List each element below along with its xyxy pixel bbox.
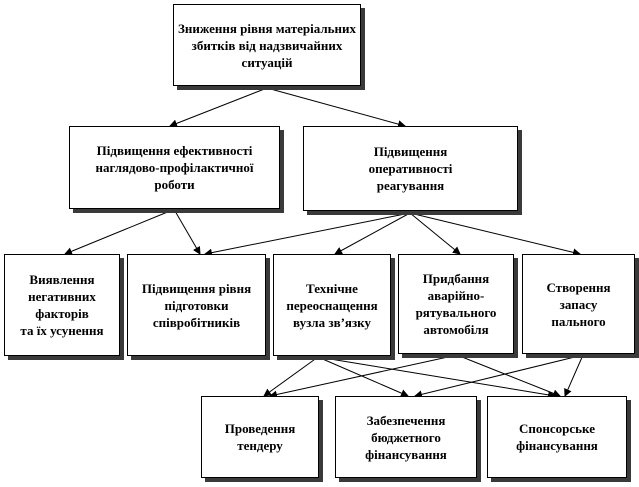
sponsor-funding-box	[487, 396, 627, 478]
sponsor-funding-label: Спонсорське фінансування	[516, 421, 598, 453]
budget-funding-label: Забезпечення бюджетного фінансування	[365, 412, 447, 462]
arrow-fuel-to-sponsor	[565, 355, 583, 396]
rescue-vehicle-box	[398, 254, 514, 354]
fuel-reserve-label: Створення запасу пального	[546, 279, 611, 329]
root-goal-box	[173, 4, 361, 86]
arrow-response-to-reequip	[335, 213, 410, 254]
arrow-prevention-to-negative	[65, 211, 170, 254]
tender-box	[201, 396, 319, 478]
arrow-reequip-to-tender	[264, 357, 318, 396]
root-goal-label: Зниження рівня матеріальних збитків від надзвичайних ситуацій	[178, 20, 356, 70]
tender-label: Проведення тендеру	[224, 421, 296, 453]
response-speed-box	[303, 126, 518, 211]
arrow-reequip-to-budget	[318, 357, 408, 396]
arrow-reequip-to-sponsor	[318, 357, 555, 396]
prevention-work-box	[69, 126, 280, 209]
negative-factors-box	[4, 254, 120, 356]
arrow-root-to-prevention	[170, 88, 267, 126]
prevention-work-label: Підвищення ефективності наглядово-профілактичної роботи	[95, 143, 254, 192]
comm-reequipment-box	[273, 254, 391, 356]
rescue-vehicle-label: Придбання аварійно- рятувального автомобіля	[415, 271, 497, 337]
arrow-vehicle-to-sponsor	[457, 355, 560, 396]
staff-training-box	[127, 254, 266, 356]
staff-training-label: Підвищення рівня підготовки співробітників	[141, 280, 252, 330]
budget-funding-box	[335, 396, 477, 478]
arrow-response-to-training	[205, 213, 410, 254]
response-speed-label: Підвищення оперативності реагування	[368, 144, 453, 193]
arrow-root-to-response	[267, 88, 405, 126]
comm-reequipment-label: Технічне переоснащення вузла зв’язку	[286, 280, 378, 330]
fuel-reserve-box	[522, 254, 635, 354]
arrow-fuel-to-budget	[415, 355, 583, 396]
arrow-prevention-to-training	[175, 211, 200, 254]
negative-factors-label: Виявлення негативних факторів та їх усунення	[20, 272, 104, 338]
